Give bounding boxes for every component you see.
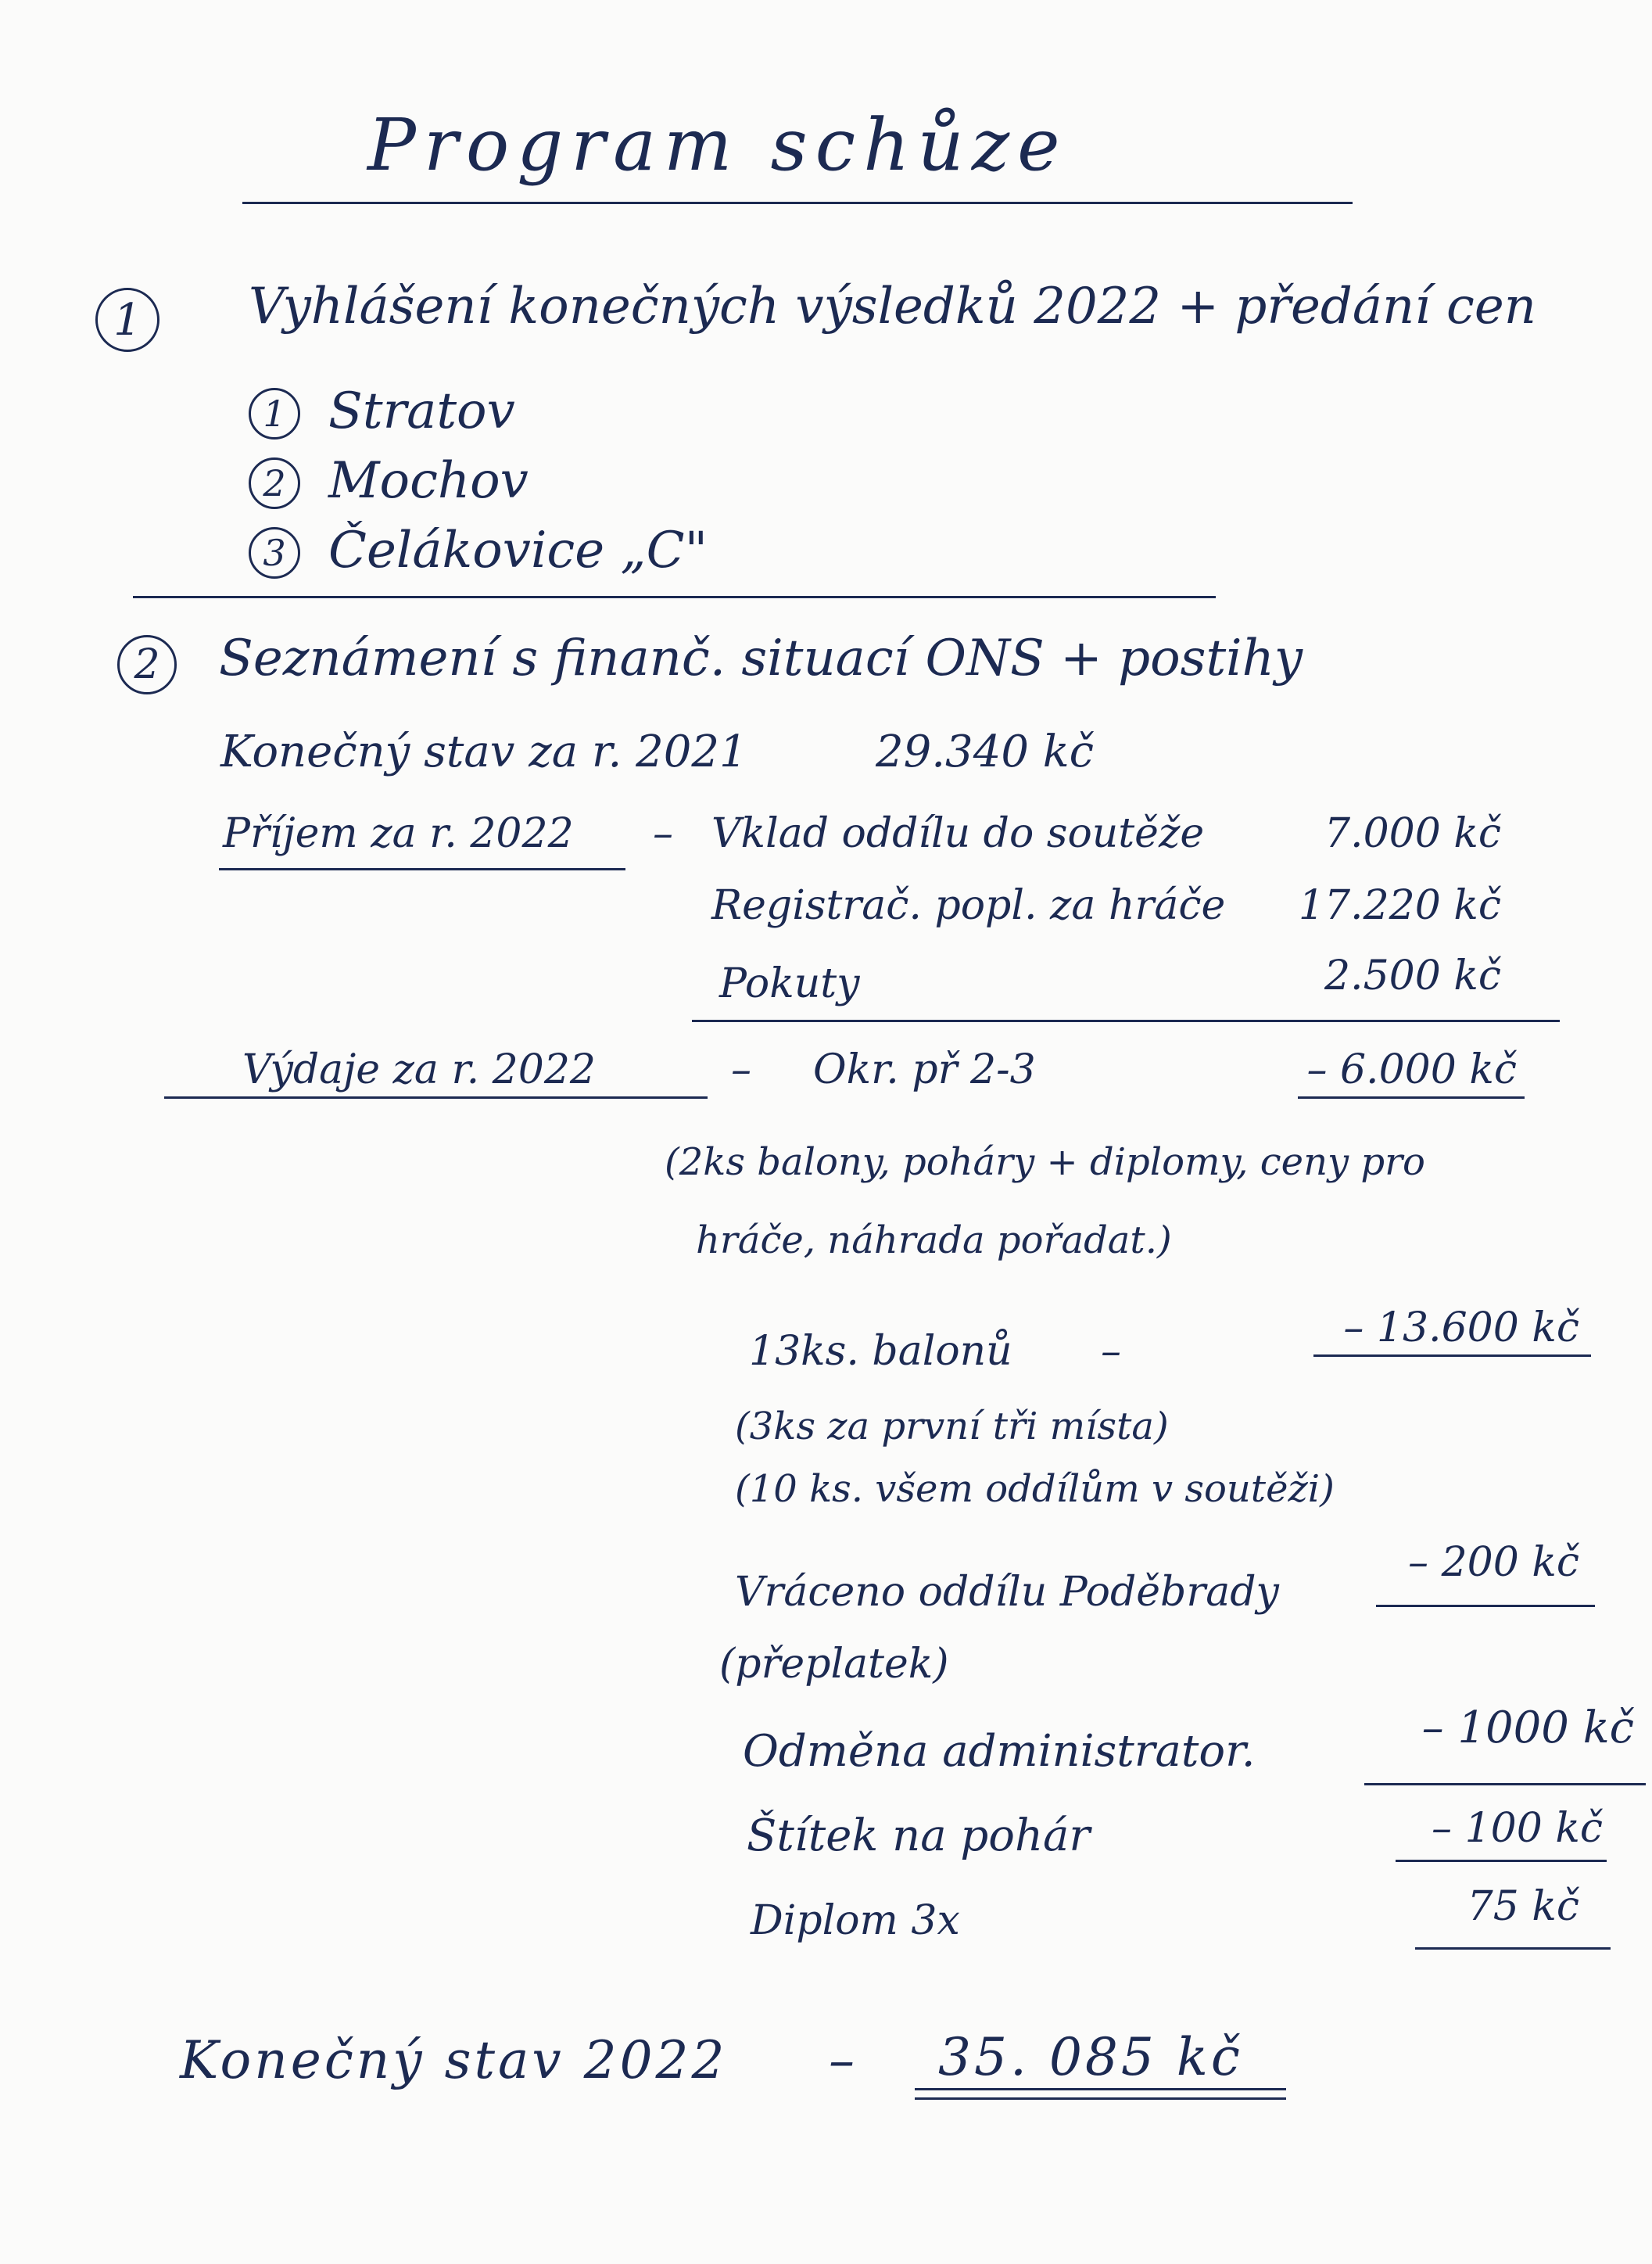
closing-balance-label: Konečný stav 2022 [180, 2030, 728, 2090]
expense-amount-underline [1364, 1783, 1646, 1785]
expense-note: (3ks za první tři místa) [735, 1405, 1169, 1448]
expense-note: (přeplatek) [719, 1641, 949, 1688]
placement-team: Mochov [328, 452, 529, 510]
placement-team: Čelákovice „C" [328, 522, 708, 579]
expense-item-label: 13ks. balonů [749, 1328, 1012, 1375]
item-number-badge [95, 288, 159, 352]
item2-heading: Seznámení s finanč. situací ONS + postihy [219, 630, 1303, 687]
item-number: 2 [134, 641, 160, 688]
section-divider [133, 596, 1216, 598]
expenses-label: Výdaje za r. 2022 [242, 1046, 597, 1093]
opening-balance-label: Konečný stav za r. 2021 [220, 727, 747, 777]
expense-item-amount: – 13.600 kč [1343, 1304, 1579, 1351]
opening-balance-amount: 29.340 kč [876, 727, 1095, 777]
expense-item-amount: – 6.000 kč [1306, 1046, 1517, 1093]
item1-heading: Vyhlášení konečných výsledků 2022 + předání cen [249, 278, 1536, 335]
placement-rank-badge: 1 [249, 388, 300, 440]
closing-balance-dash: – [829, 2030, 858, 2090]
item-number-badge [117, 635, 177, 694]
income-total-line [692, 1020, 1560, 1022]
income-label-underline [219, 868, 625, 870]
placement-rank-badge: 3 [249, 527, 300, 579]
expense-item-label: Odměna administrator. [743, 1726, 1256, 1777]
income-item-label: Registrač. popl. za hráče [711, 882, 1226, 929]
income-item-amount: 2.500 kč [1324, 953, 1501, 999]
expense-amount-underline [1396, 1860, 1607, 1862]
title-underline [242, 202, 1353, 204]
expense-item-amount: – 1000 kč [1421, 1702, 1634, 1753]
income-item-amount: 7.000 kč [1324, 810, 1501, 857]
expense-total-line [1415, 1947, 1611, 1950]
closing-balance-underline [915, 2097, 1286, 2100]
expense-item-amount: – 200 kč [1408, 1539, 1579, 1586]
expense-note: (10 ks. všem oddílům v soutěži) [735, 1467, 1335, 1511]
expense-amount-underline [1313, 1354, 1591, 1357]
expense-item-label: Diplom 3x [751, 1897, 960, 1944]
expense-item-amount: 75 kč [1467, 1883, 1579, 1930]
expenses-label-underline [164, 1096, 708, 1099]
expense-item-sep: – [1101, 1328, 1121, 1375]
income-item-amount: 17.220 kč [1298, 882, 1501, 929]
income-item-label: Vklad oddílu do soutěže [711, 810, 1205, 857]
expense-item-label: Štítek na pohár [747, 1810, 1091, 1861]
expense-amount-underline [1298, 1096, 1525, 1099]
expenses-dash: – [731, 1046, 751, 1093]
income-label: Příjem za r. 2022 [223, 810, 574, 857]
placement-rank-badge: 2 [249, 457, 300, 509]
expense-note: hráče, náhrada pořadat.) [696, 1218, 1172, 1262]
expense-note: (2ks balony, poháry + diplomy, ceny pro [665, 1140, 1425, 1184]
page-title: Program schůze [367, 103, 1068, 187]
expense-amount-underline [1376, 1605, 1595, 1607]
expense-item-label: Okr. př 2-3 [813, 1046, 1036, 1093]
closing-balance-amount: 35. 085 kč [938, 2027, 1243, 2087]
expense-item-label: Vráceno oddílu Poděbrady [735, 1569, 1279, 1616]
item-number: 1 [113, 294, 142, 346]
income-item-label: Pokuty [719, 960, 860, 1007]
expense-item-amount: – 100 kč [1432, 1805, 1603, 1852]
closing-balance-underline [915, 2088, 1286, 2090]
placement-team: Stratov [328, 382, 515, 440]
income-dash: – [653, 810, 673, 857]
